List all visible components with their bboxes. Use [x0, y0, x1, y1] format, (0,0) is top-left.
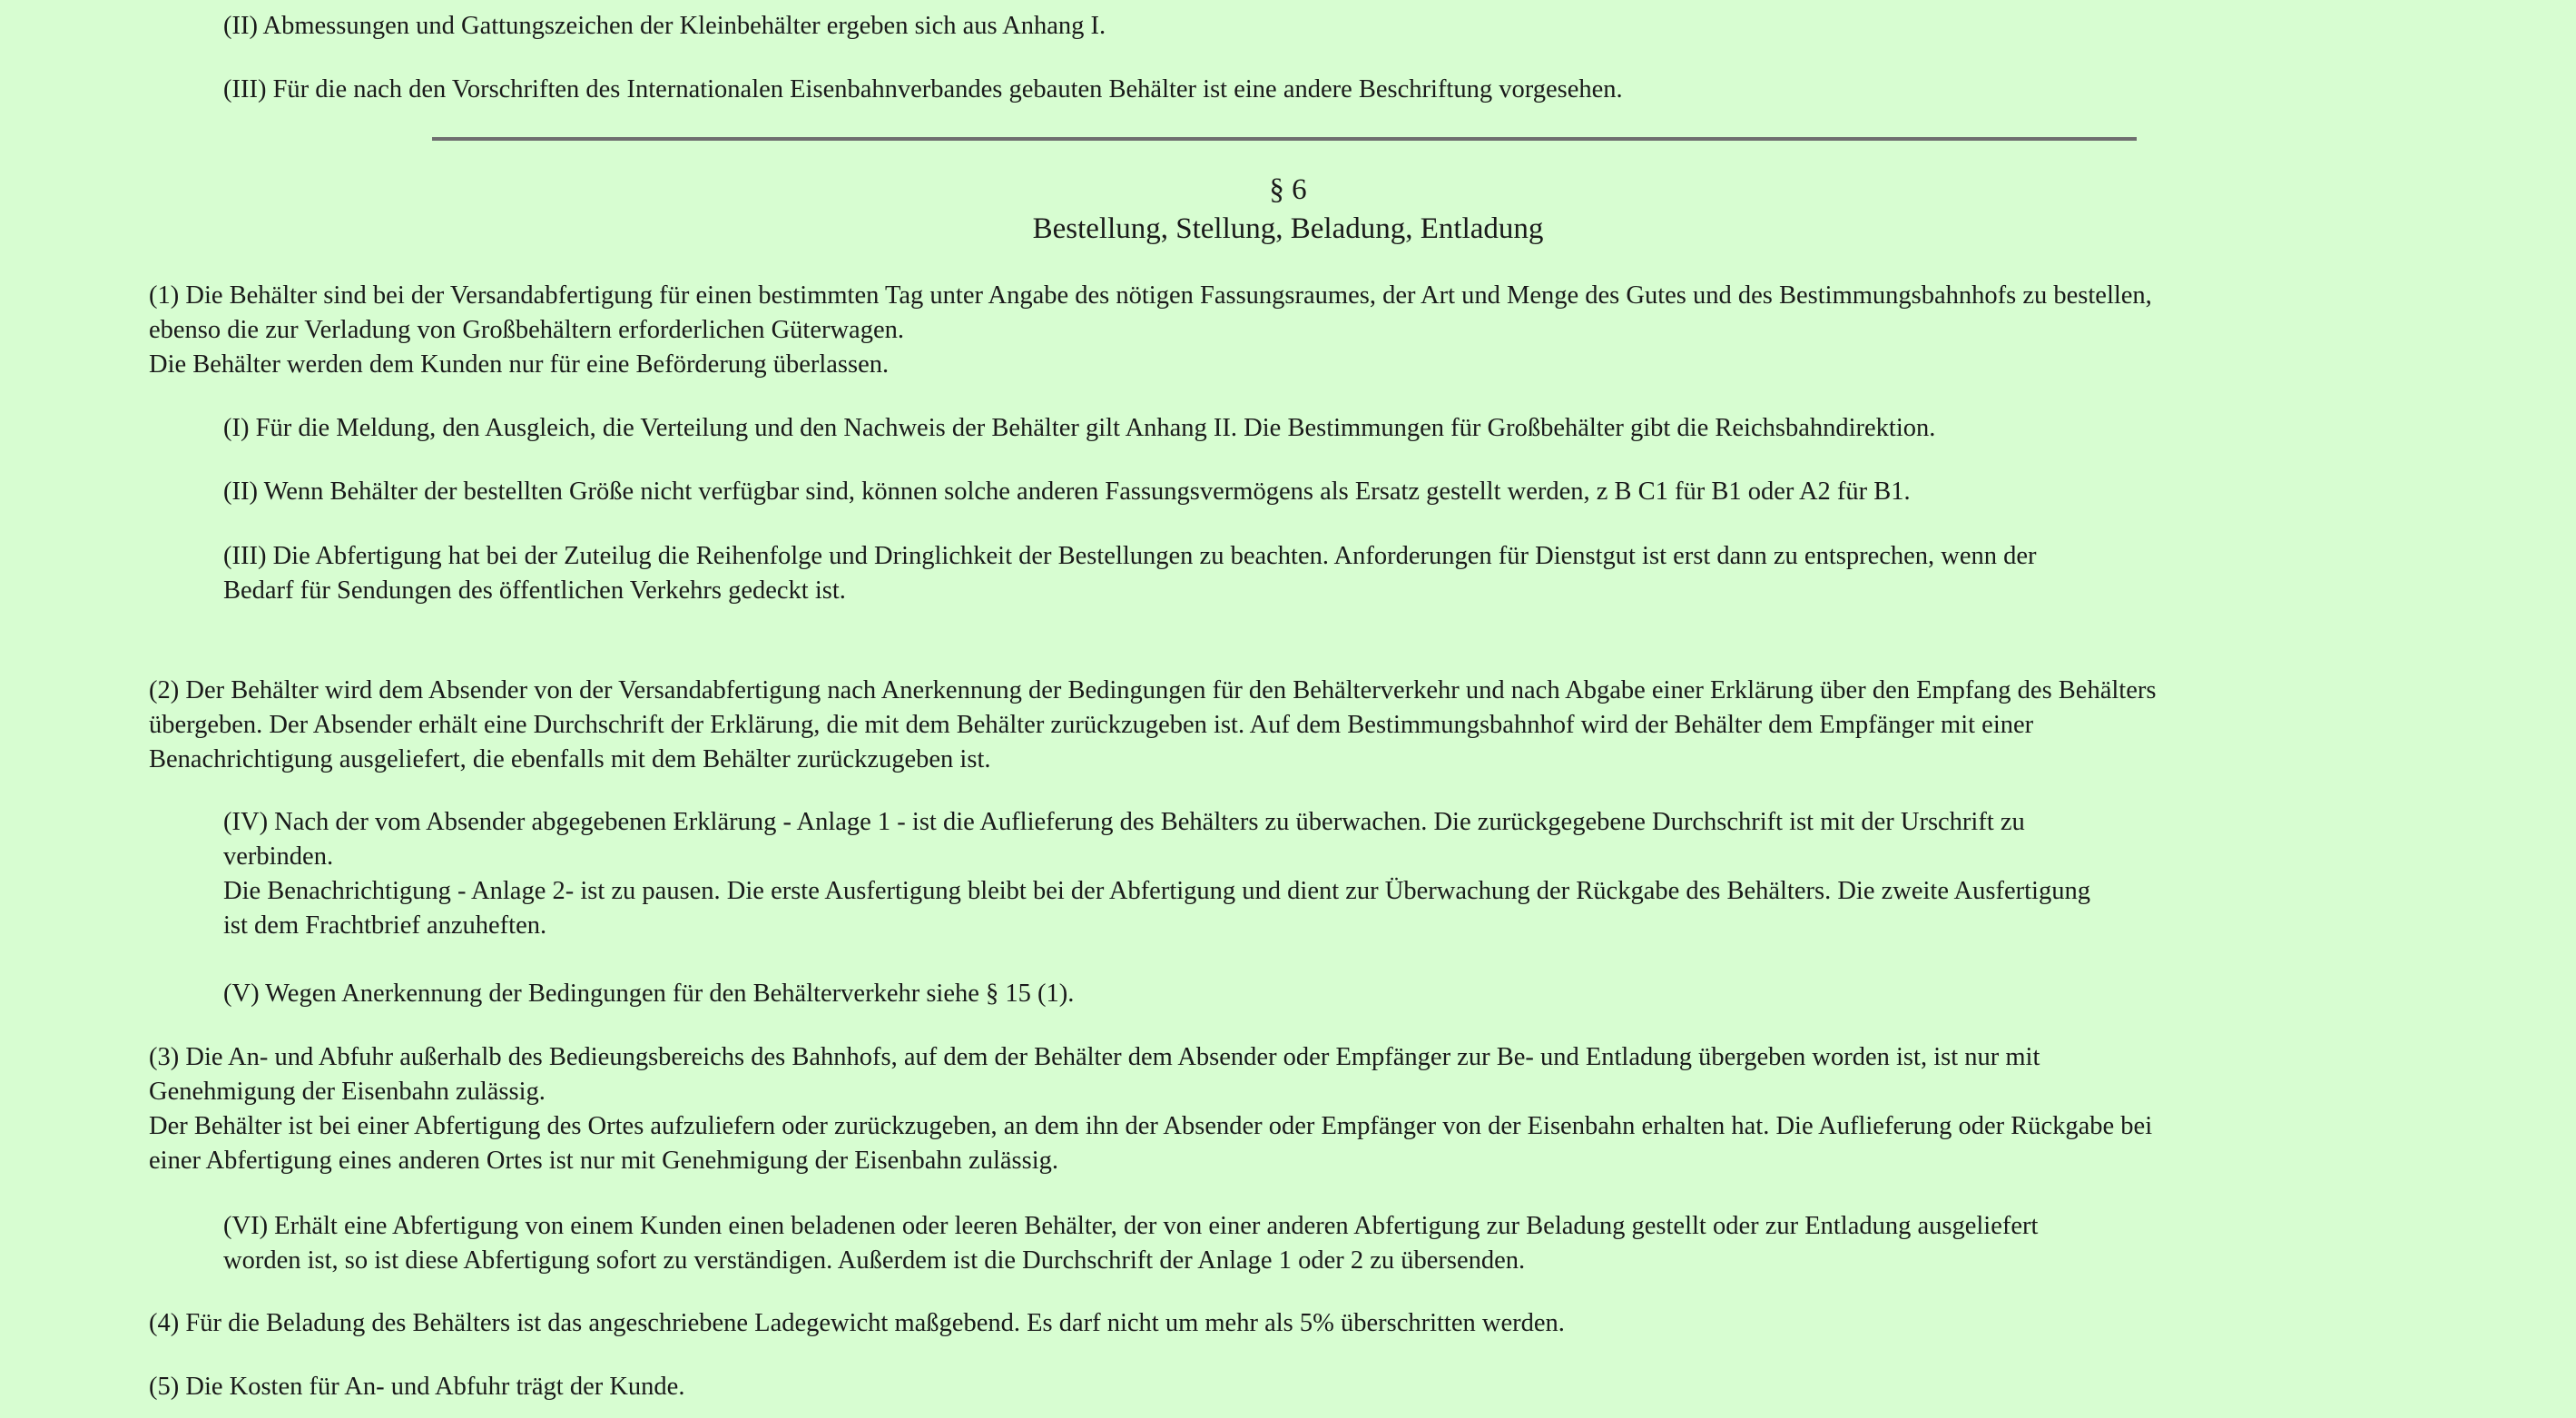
note-iv: (IV) Nach der vom Absender abgegebenen Erklärung - Anlage 1 - ist die Auflieferung des Behälters zu überwachen. Die zurückgegebene Durchschrift ist mit der Urschrift zu verbinden. Die Benachrichtigung - Anlage 2- ist zu pausen. Die erste Ausfertigung bleibt bei der Abfertigung und dient zur Überwachung der Rückgabe des Behälters. Die zweite Ausfertigung ist dem Frachtbrief anzuheften. — [223, 808, 2090, 940]
paragraph-3: (3) Die An- und Abfuhr außerhalb des Bedieungsbereichs des Bahnhofs, auf dem der Behälter dem Absender oder Empfänger zur Be- und Entladung übergeben worden ist, ist nur mit Genehmigung der Eisenbahn zulässig. Der Behälter ist bei einer Abfertigung des Ortes aufzuliefern oder zurückzugeben, an dem ihn der Absender oder Empfänger von der Eisenbahn erhalten hat. Die Auflieferung oder Rückgabe bei einer Abfertigung eines anderen Ortes ist nur mit Genehmigung der Eisenbahn zulässig. — [149, 1043, 2153, 1175]
note-iii: (III) Die Abfertigung hat bei der Zuteilug die Reihenfolge und Dringlichkeit der Bestellungen zu beachten. Anforderungen für Dienstgut ist erst dann zu entsprechen, wenn der Bedarf für Sendungen des öffentlichen Verkehrs gedeckt ist. — [223, 542, 2037, 605]
section-number: § 6 — [1269, 173, 1307, 206]
paragraph-1: (1) Die Behälter sind bei der Versandabfertigung für einen bestimmten Tag unter Angabe des nötigen Fassungsraumes, der Art und Menge des Gutes und des Bestimmungsbahnhofs zu bestellen, ebenso die zur Verladung von Großbehältern erforderlichen Güterwagen. Die Behälter werden dem Kunden nur für eine Beförderung überlassen. — [149, 281, 2152, 379]
note-v: (V) Wegen Anerkennung der Bedingungen für den Behälterverkehr siehe § 15 (1). — [223, 980, 1075, 1008]
note-iii-labeling: (III) Für die nach den Vorschriften des Internationalen Eisenbahnverbandes gebauten Behälter ist eine andere Beschriftung vorgesehen. — [223, 75, 1623, 103]
paragraph-5: (5) Die Kosten für An- und Abfuhr trägt der Kunde. — [149, 1373, 685, 1401]
paragraph-4: (4) Für die Beladung des Behälters ist das angeschriebene Ladegewicht maßgebend. Es darf nicht um mehr als 5% überschritten werden. — [149, 1309, 1565, 1337]
section-title: Bestellung, Stellung, Beladung, Entladung — [1032, 212, 1544, 245]
note-ii-dimensions: (II) Abmessungen und Gattungszeichen der Kleinbehälter ergeben sich aus Anhang I. — [223, 12, 1106, 40]
note-vi: (VI) Erhält eine Abfertigung von einem Kunden einen beladenen oder leeren Behälter, der von einer anderen Abfertigung zur Beladung gestellt oder zur Entladung ausgeliefert worden ist, so ist diese Abfertigung sofort zu verständigen. Außerdem ist die Durchschrift der Anlage 1 oder 2 zu übersenden. — [223, 1212, 2039, 1275]
note-ii: (II) Wenn Behälter der bestellten Größe nicht verfügbar sind, können solche anderen Fassungsvermögens als Ersatz gestellt werden, z B C1 für B1 oder A2 für B1. — [223, 478, 1911, 506]
paragraph-2: (2) Der Behälter wird dem Absender von der Versandabfertigung nach Anerkennung der Bedingungen für den Behälterverkehr und nach Abgabe einer Erklärung über den Empfang des Behälters übergeben. Der Absender erhält eine Durchschrift der Erklärung, die mit dem Behälter zurückzugeben ist. Auf dem Bestimmungsbahnhof wird der Behälter dem Empfänger mit einer Benachrichtigung ausgeliefert, die ebenfalls mit dem Behälter zurückzugeben ist. — [149, 676, 2157, 773]
note-i: (I) Für die Meldung, den Ausgleich, die Verteilung und den Nachweis der Behälter gilt Anhang II. Die Bestimmungen für Großbehälter gibt die Reichsbahndirektion. — [223, 414, 1936, 442]
horizontal-rule — [432, 137, 2137, 141]
